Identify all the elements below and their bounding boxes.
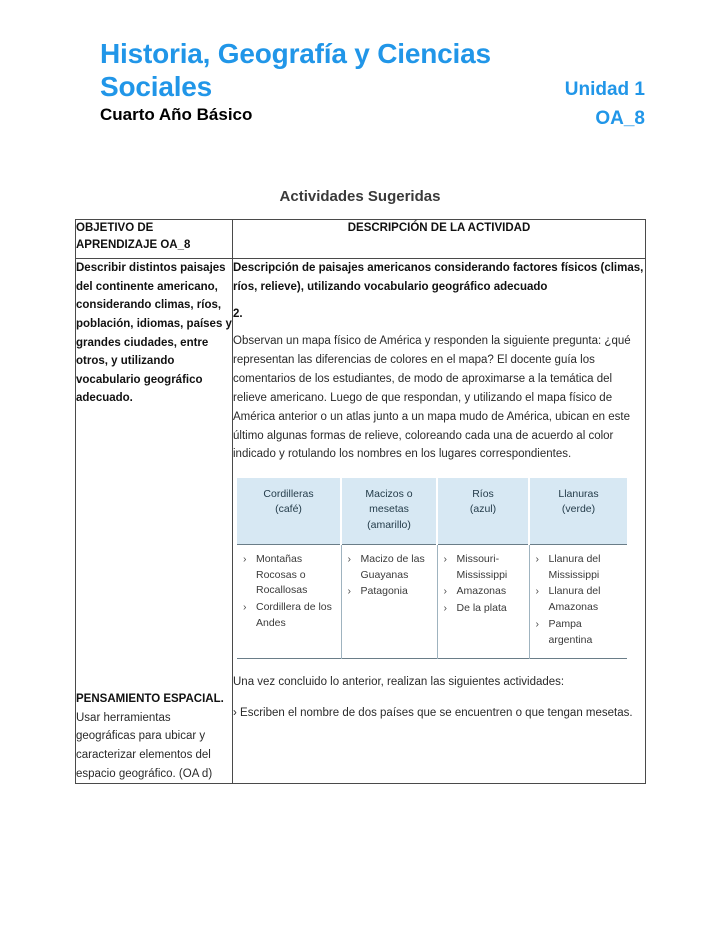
relief-col-color-note: (amarillo): [367, 518, 411, 531]
grade-label: Cuarto Año Básico: [100, 104, 253, 124]
relief-list-0: [243, 552, 335, 632]
description-cell: [233, 259, 646, 784]
relief-list-item: [536, 584, 622, 616]
chevron-right-icon: ›: [535, 585, 539, 598]
relief-list-item-text: Patagonia: [360, 585, 408, 598]
activity-body-text: Observan un mapa físico de América y responden la siguiente pregunta: ¿qué representan las diferencias de colores en el mapa? El docente guía los comentarios de los estudiantes, de modo de aproximarse a la temática del relieve americano. Luego de que respondan, y utilizando el mapa físico de América anterior o un atlas junto a un mapa mudo de América, ubican en este último algunas formas de relieve, coloreando cada una de acuerdo al color indicado y rotulando los nombres en los lugares correspondientes.: [233, 335, 631, 461]
chevron-right-icon: ›: [443, 602, 447, 615]
chevron-right-icon: ›: [243, 601, 247, 614]
relief-list-item-text: De la plata: [456, 602, 507, 615]
chevron-right-icon: ›: [347, 552, 351, 565]
relief-cell-rios: [437, 544, 529, 659]
relief-table: [237, 478, 627, 659]
relief-table-wrapper: [233, 478, 645, 659]
relief-table-header-row: [237, 478, 627, 544]
relief-list-item: [444, 584, 523, 600]
header-right-block: [565, 78, 645, 104]
activity-number: 2.: [233, 308, 243, 321]
header-top-row: [100, 38, 645, 104]
relief-table-body-row: [237, 544, 627, 659]
relief-list-item: [536, 552, 622, 584]
relief-list-item-text: Llanura del Amazonas: [548, 585, 601, 614]
chevron-right-icon: ›: [233, 707, 237, 720]
relief-cell-macizos: [341, 544, 437, 659]
relief-list-item-text: Llanura del Mississippi: [548, 552, 601, 581]
oa-code-label: OA_8: [595, 107, 645, 129]
column-header-objective: OBJETIVO DE APRENDIZAJE OA_8: [76, 220, 233, 259]
objective-cell: [76, 259, 233, 784]
relief-cell-cordilleras: [237, 544, 341, 659]
relief-list-item-text: Pampa argentina: [548, 617, 593, 646]
closing-bullet-item: [233, 704, 645, 723]
relief-list-item: [348, 552, 431, 584]
relief-list-item-text: Cordillera de los Andes: [256, 601, 332, 629]
subject-title: Historia, Geografía y Ciencias Sociales: [100, 38, 491, 102]
objective-text: Describir distintos paisajes del continente americano, considerando climas, ríos, población, idiomas, países y grandes ciudades, entre otros, y utilizando vocabulario geográfico adecuado.: [76, 262, 232, 405]
relief-list-item-text: Macizo de las Guayanas: [360, 552, 425, 581]
table-row: [76, 259, 646, 784]
relief-list-item-text: Missouri-Mississippi: [456, 552, 508, 581]
relief-col-title: Macizos o mesetas: [365, 488, 413, 516]
relief-list-item: [243, 552, 335, 599]
activity-title: Descripción de paisajes americanos considerando factores físicos (climas, ríos, relieve), utilizando vocabulario geográfico adecuado: [233, 262, 644, 293]
relief-col-title: Ríos: [472, 488, 494, 501]
table-header-row: [76, 220, 646, 259]
chevron-right-icon: ›: [535, 617, 539, 630]
relief-list-item-text: Amazonas: [456, 585, 507, 598]
relief-list-item: [444, 552, 523, 584]
relief-col-title: Llanuras: [558, 488, 599, 501]
closing-bullet-text: Escriben el nombre de dos países que se encuentren o que tengan mesetas.: [240, 707, 633, 720]
chevron-right-icon: ›: [347, 585, 351, 598]
relief-cell-llanuras: [529, 544, 627, 659]
relief-list-item: [444, 601, 523, 617]
relief-col-color-note: (café): [275, 503, 302, 516]
relief-list-2: [444, 552, 523, 617]
relief-col-color-note: (azul): [469, 503, 497, 516]
unit-label: Unidad 1: [564, 78, 645, 100]
closing-text: Una vez concluido lo anterior, realizan las siguientes actividades:: [233, 676, 565, 689]
skill-text: Usar herramientas geográficas para ubicar y caracterizar elementos del espacio geográfico. (OA d): [76, 711, 213, 780]
chevron-right-icon: ›: [443, 552, 447, 565]
activities-table: [75, 219, 646, 784]
skill-block: [76, 690, 232, 783]
relief-list-item: [348, 584, 431, 600]
relief-list-item: [243, 600, 335, 632]
header-bottom-row: [100, 105, 645, 132]
column-header-description: DESCRIPCIÓN DE LA ACTIVIDAD: [233, 220, 646, 259]
relief-list-1: [348, 552, 431, 600]
chevron-right-icon: ›: [443, 585, 447, 598]
chevron-right-icon: ›: [243, 552, 247, 565]
skill-label: PENSAMIENTO ESPACIAL.: [76, 693, 224, 705]
relief-list-item-text: Montañas Rocosas o Rocallosas: [256, 552, 308, 597]
relief-col-title: Cordilleras: [263, 488, 314, 501]
chevron-right-icon: ›: [535, 552, 539, 565]
relief-col-header-rios: [437, 478, 529, 544]
section-title: Actividades Sugeridas: [279, 188, 441, 205]
relief-col-color-note: (verde): [561, 503, 596, 516]
relief-col-header-cordilleras: [237, 478, 341, 544]
relief-list-item: [536, 617, 622, 649]
document-header: [100, 38, 645, 131]
relief-list-3: [536, 552, 622, 649]
relief-col-header-llanuras: [529, 478, 627, 544]
relief-col-header-macizos: [341, 478, 437, 544]
